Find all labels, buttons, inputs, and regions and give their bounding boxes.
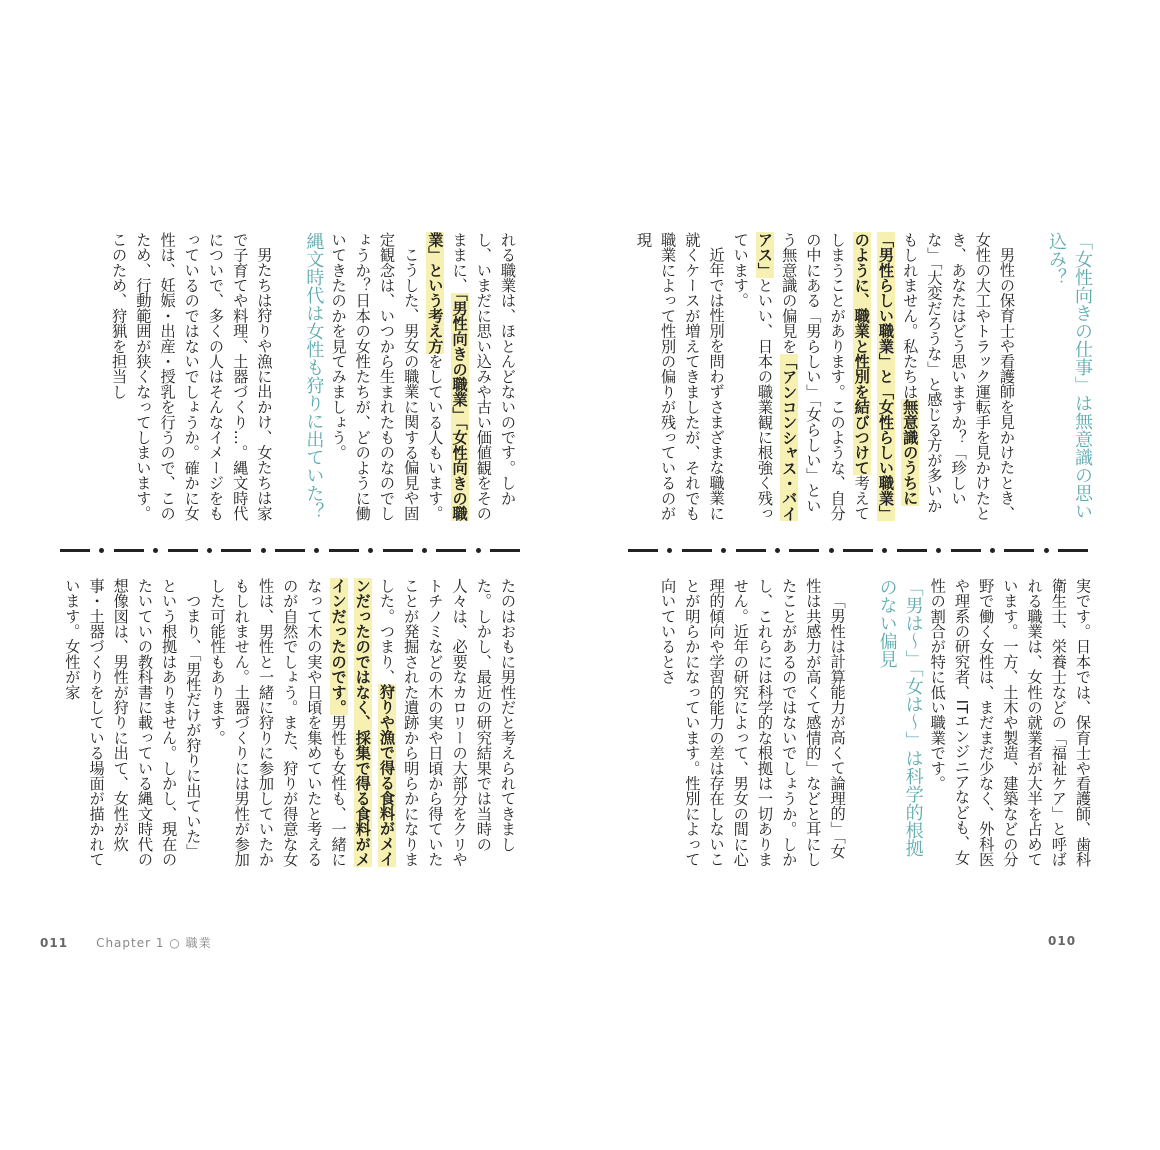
left-bottom-text (60, 578, 520, 870)
right-top-paragraph-1: 男性の保育士や看護師を見かけたとき、女性の大工やトラック運転手を見かけたとき、あなたはどう思いますか？「珍しいな」「大変だろうな」と感じる方が多いかもしれません。私たちは無意識のうちに「男性らしい職業」と「女性らしい職業」のように、職業と性別を結びつけて考えてしまうことがあります。このような、自分の中にある「男らしい」「女らしい」という無意識の偏見を「アンコンシャス・バイアス」といい、日本の職業観に根強く残っています。 (731, 232, 1016, 521)
highlight-unconscious-bias: 「アンコンシャス・バイアス」 (755, 232, 799, 521)
right-heading-1: 「女性向きの仕事」は無意識の思い込み？ (1046, 232, 1093, 520)
page-number-011: 011 (40, 936, 69, 950)
highlight-unconscious-job-gender: 無意識のうちに「男性らしい職業」と「女性らしい職業」のように、職業と性別を結びつけて (852, 232, 920, 521)
left-page-folio (40, 934, 212, 951)
right-page (600, 0, 1160, 1150)
left-top-paragraph-1: れる職業は、ほとんどないのです。しかし、いまだに思い込みや古い価値観をそのままに、「男性向きの職業」「女性向きの職業」という考え方をしている人もいます。 (426, 232, 517, 521)
right-page-folio (1048, 934, 1076, 948)
left-bottom-paragraph-2: つまり、「男性だけが狩りに出ていた」という根拠はありません。しかし、現在のたいていの教科書に載っている縄文時代の想像図は、男性が狩りに出て、女性が炊事・土器づくりをしている場面が描かれています。女性が家 (63, 578, 203, 867)
right-bottom-paragraph-1: 実です。日本では、保育士や看護師、歯科衛生士、栄養士などの「福祉ケア」と呼ばれる職業は、女性の就業者が大半を占めています。一方、土木や製造、建築などの分野で働く女性は、まだまだ少なく、外科医や理系の研究者、ITエンジニアなども、女性の割合が特に低い職業です。 (928, 578, 1092, 867)
right-bottom-text (650, 578, 1095, 870)
left-bottom-paragraph-1: たのはおもに男性だと考えられてきました。しかし、最近の研究結果では当時の人々は、必要なカロリーの大部分をクリやトチノミなどの木の実や日頃から得ていたことが発掘された遺跡から明らかになりました。つまり、狩りや漁で得る食料がメインだったのではなく、採集で得る食料がメインだったのです。男性も女性も、一緒になって木の実や日頃を集めていたと考えるのが自然でしょう。また、狩りが得意な女性は、男性と一緒に狩りに参加していたかもしれません。土器づくりには男性が参加した可能性もあります。 (208, 578, 517, 867)
highlight-gathering-main-food: 狩りや漁で得る食料がメインだったのではなく、採集で得る食料がメインだったのです。 (329, 578, 396, 867)
left-section-divider (60, 544, 520, 556)
left-top-paragraph-2: こうした、男女の職業に関する偏見や固定観念は、いつから生まれたものなのでしょうか？日本の女性たちが、どのように働いてきたのかを見てみましょう。 (329, 232, 421, 521)
highlight-gendered-jobs-idea: 「男性向きの職業」「女性向きの職業」という考え方 (426, 232, 469, 521)
page-number-010: 010 (1048, 934, 1077, 948)
chapter-label: Chapter 1 ○ 職業 (96, 936, 212, 950)
right-bottom-paragraph-2: 「男性は計算能力が高くて論理的」「女性は共感力が高くて感情的」などと耳にしたことがあるのではないでしょうか。しかし、これらには科学的な根拠は一切ありません。近年の研究によって、男女の間に心理的傾向や学習的能力の差は存在しないことが明らかになっています。性別によって向いているとさ (659, 578, 847, 867)
left-top-paragraph-3: 男たちは狩りや漁に出かけ、女たちは家で子育てや料理、土器づくり…。縄文時代についで、多くの人はそんなイメージをもっているのではないでしょうか。確かに女性は、妊娠・出産・授乳を行うので、このため、行動範囲が狭くなってしまいます。このため、狩猟を担当し (110, 232, 274, 521)
right-top-paragraph-2: 近年では性別を問わずさまざまな職業に就くケースが増えてきましたが、それでも職業によって性別の偏りが残っているのが現 (634, 232, 726, 521)
left-heading-1: 縄文時代は女性も狩りに出ていた？ (303, 232, 325, 520)
right-section-divider (628, 544, 1088, 556)
right-heading-2: 「男は〜」「女は〜」は科学的根拠のない偏見 (876, 578, 924, 857)
left-top-text (60, 232, 520, 527)
right-top-text (634, 232, 1095, 527)
left-page (20, 0, 580, 1150)
